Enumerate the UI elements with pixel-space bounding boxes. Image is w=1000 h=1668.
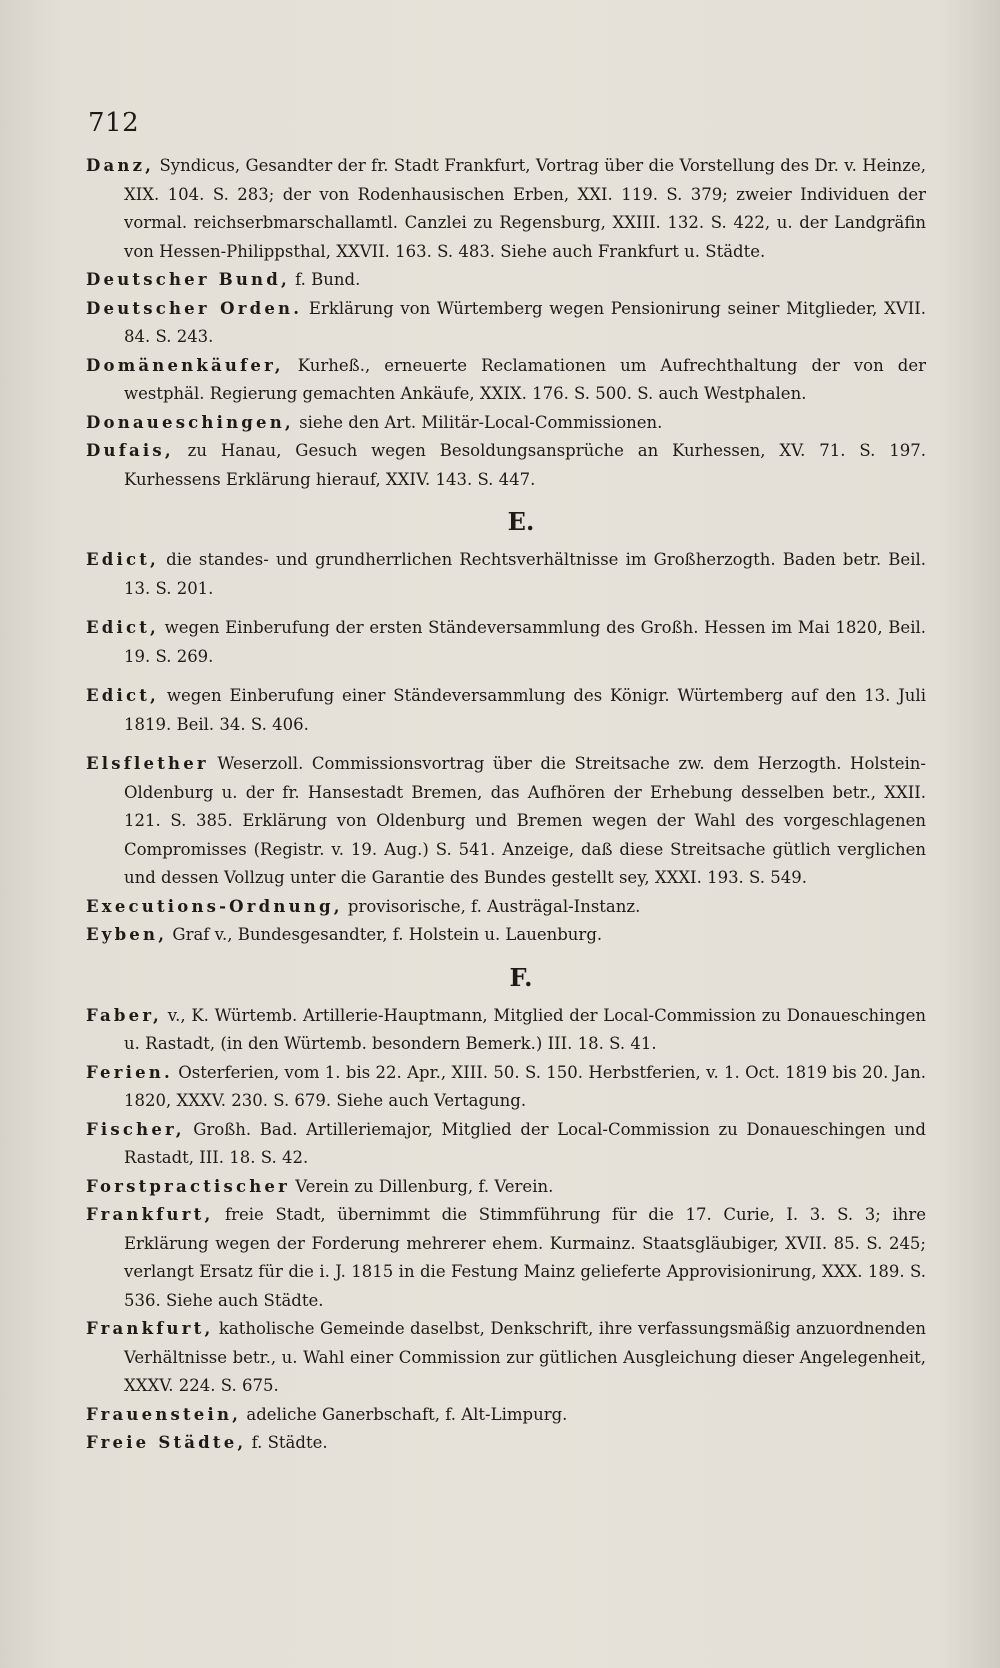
entry-headword: Frankfurt, xyxy=(86,1319,214,1338)
entry-headword: Frauenstein, xyxy=(86,1404,242,1424)
entry-text: f. Städte. xyxy=(246,1433,328,1452)
entry-text: Kurheß., erneuerte Reclamationen um Aufrechthaltung der von der westphäl. Regierung gemachten Ankäufe, XXIX. 176. S. 500. S. auch Westphalen. xyxy=(124,355,926,403)
index-entry xyxy=(86,1116,926,1173)
index-entry xyxy=(86,295,926,352)
index-entry xyxy=(86,409,926,438)
entry-text: wegen Einberufung einer Ständeversammlung des Königr. Würtemberg auf den 13. Juli 1819. Beil. 34. S. 406. xyxy=(124,686,926,734)
index-entry xyxy=(86,266,926,295)
entry-headword: Elsflether xyxy=(86,754,209,773)
entry-headword: Edict, xyxy=(86,686,159,705)
index-entry xyxy=(86,1401,926,1430)
entry-text: provisorische, f. Austrägal-Instanz. xyxy=(342,896,641,916)
section-e-entries xyxy=(86,546,926,950)
entry-text: zu Hanau, Gesuch wegen Besoldungsansprüche an Kurhessen, XV. 71. S. 197. Kurhessens Erklärung hierauf, XXIV. 143. S. 447. xyxy=(124,441,926,489)
entry-headword: Ferien. xyxy=(86,1062,173,1082)
entry-headword: Eyben, xyxy=(86,925,168,944)
entry-text: v., K. Würtemb. Artillerie-Hauptmann, Mitglied der Local-Commission zu Donaueschingen u. Rastadt, (in den Würtemb. besondern Bemerk.) III. 18. S. 41. xyxy=(124,1005,926,1053)
index-entry xyxy=(86,1315,926,1401)
entry-text: wegen Einberufung der ersten Ständeversammlung des Großh. Hessen im Mai 1820, Beil. 19. S. 269. xyxy=(124,618,926,666)
entry-headword: Dufais, xyxy=(86,441,174,460)
entry-text: Großh. Bad. Artilleriemajor, Mitglied der Local-Commission zu Donaueschingen und Rastadt, III. 18. S. 42. xyxy=(124,1119,926,1167)
index-entry xyxy=(86,893,926,922)
index-entry xyxy=(86,682,926,739)
entry-text: f. Bund. xyxy=(289,270,361,289)
index-entry xyxy=(86,1002,926,1059)
entry-headword: Faber, xyxy=(86,1005,162,1025)
entry-text: katholische Gemeinde daselbst, Denkschrift, ihre verfassungsmäßig anzuordnenden Verhältnisse betr., u. Wahl einer Commission zur gütlichen Ausgleichung dieser Angelegenheit, XXXV. 224. S. 675. xyxy=(124,1319,926,1395)
entry-headword: Domänenkäufer, xyxy=(86,355,284,375)
index-entry xyxy=(86,352,926,409)
entry-text: Erklärung von Würtemberg wegen Pensionirung seiner Mitglieder, XVII. 84. S. 243. xyxy=(124,298,927,346)
section-letter-e: E. xyxy=(507,507,535,536)
entry-headword: Donaueschingen, xyxy=(86,412,294,432)
entry-text: Osterferien, vom 1. bis 22. Apr., XIII. 50. S. 150. Herbstferien, v. 1. Oct. 1819 bis 20. Jan. 1820, XXXV. 230. S. 679. Siehe auch Vertagung. xyxy=(124,1062,926,1110)
entry-headword: Executions-Ordnung, xyxy=(86,896,343,916)
entry-headword: Deutscher Orden. xyxy=(86,298,303,318)
entry-headword: Frankfurt, xyxy=(86,1205,214,1224)
entry-headword: Freie Städte, xyxy=(86,1433,247,1452)
section-letter-f: F. xyxy=(509,962,533,992)
index-entry xyxy=(86,750,926,893)
index-entry xyxy=(86,1173,926,1202)
entry-headword: Edict, xyxy=(86,550,159,569)
entry-text: Weserzoll. Commissionsvortrag über die Streitsache zw. dem Herzogth. Holstein-Oldenburg u. der fr. Hansestadt Bremen, das Aufhören der Erhebung desselben betr., XXII. 121. S. 385. Erklärung von Oldenburg und Bremen wegen der Wahl des vorgeschlagenen Compromisses (Registr. v. 19. Aug.) S. 541. Anzeige, daß diese Streitsache gütlich verglichen und dessen Vollzug unter die Garantie des Bundes gestellt sey, XXXI. 193. S. 549. xyxy=(124,754,926,887)
entry-text: Syndicus, Gesandter der fr. Stadt Frankfurt, Vortrag über die Vorstellung des Dr. v. Heinze, XIX. 104. S. 283; der von Rodenhausischen Erben, XXI. 119. S. 379; zweier Individuen der vormal. reichserbmarschallamtl. Canzlei zu Regensburg, XXIII. 132. S. 422, u. der Landgräfin von Hessen-Philippsthal, XXVII. 163. S. 483. Siehe auch Frankfurt u. Städte. xyxy=(124,156,926,261)
section-d-entries xyxy=(86,152,926,494)
section-f-entries xyxy=(86,1002,926,1458)
index-content xyxy=(86,152,926,1458)
index-entry xyxy=(86,152,926,266)
index-entry xyxy=(86,1429,926,1458)
entry-text: die standes- und grundherrlichen Rechtsverhältnisse im Großherzogth. Baden betr. Beil. 13. S. 201. xyxy=(124,550,926,598)
entry-text: Verein zu Dillenburg, f. Verein. xyxy=(290,1176,554,1196)
entry-headword: Edict, xyxy=(86,618,159,637)
entry-text: siehe den Art. Militär-Local-Commissionen. xyxy=(293,412,663,432)
entry-headword: Fischer, xyxy=(86,1119,185,1139)
index-entry xyxy=(86,546,926,603)
entry-text: adeliche Ganerbschaft, f. Alt-Limpurg. xyxy=(241,1404,568,1424)
index-entry xyxy=(86,1059,926,1116)
entry-headword: Deutscher Bund, xyxy=(86,270,290,289)
entry-headword: Danz, xyxy=(86,156,155,175)
entry-text: Graf v., Bundesgesandter, f. Holstein u. Lauenburg. xyxy=(167,925,603,944)
entry-headword: Forstpractischer xyxy=(86,1176,291,1196)
page-number: 712 xyxy=(88,108,140,138)
index-entry xyxy=(86,1201,926,1315)
entry-text: freie Stadt, übernimmt die Stimmführung für die 17. Curie, I. 3. S. 3; ihre Erklärung wegen der Forderung mehrerer ehem. Kurmainz. Staatsgläubiger, XVII. 85. S. 245; verlangt Ersatz für die i. J. 1815 in die Festung Mainz gelieferte Approvisionirung, XXX. 189. S. 536. Siehe auch Städte. xyxy=(124,1205,926,1310)
index-entry xyxy=(86,921,926,950)
index-entry xyxy=(86,437,926,494)
index-entry xyxy=(86,614,926,671)
